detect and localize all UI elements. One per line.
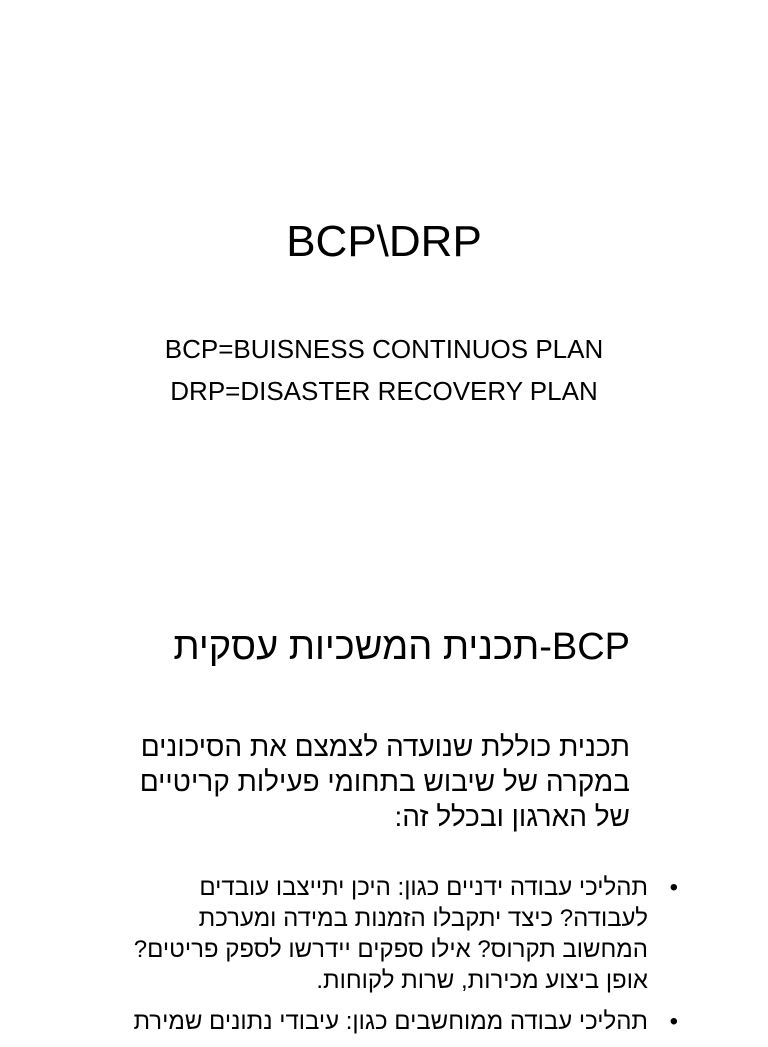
intro-line: תכנית כוללת שנועדה לצמצם את הסיכונים: [140, 731, 630, 762]
intro-line: במקרה של שיבוש בתחומי פעילות קריטיים: [139, 766, 630, 797]
subtitle-line-drp: DRP=DISASTER RECOVERY PLAN: [170, 376, 598, 406]
intro-paragraph: [30, 729, 630, 834]
bullet-line: תהליכי עבודה ידניים כגון: היכן יתייצבו עובדים: [199, 874, 648, 901]
bullet-line: תהליכי עבודה ממוחשבים כגון: עיבודי נתונים שמירת: [133, 1008, 648, 1035]
bullet-item-computerized-processes: [0, 1006, 768, 1037]
subtitle-line-bcp: BCP=BUISNESS CONTINUOS PLAN: [164, 334, 604, 364]
bullet-item-manual-processes: [0, 872, 768, 996]
bullet-list: [0, 872, 768, 1047]
bullet-dot-icon: •: [669, 874, 678, 901]
bullet-line: אופן ביצוע מכירות, שרות לקוחות.: [316, 967, 648, 994]
bullet-line: לעבודה? כיצד יתקבלו הזמנות במידה ומערכת: [198, 905, 648, 932]
bullet-dot-icon: •: [669, 1008, 678, 1035]
intro-line: של הארגון ובכלל זה:: [394, 801, 630, 832]
slide-title: BCP\DRP: [286, 217, 482, 266]
bullet-line: המחשוב תקרוס? אילו ספקים יידרשו לספק פריטים?: [133, 936, 648, 963]
section-heading: BCP-תכנית המשכיות עסקית: [173, 626, 630, 668]
